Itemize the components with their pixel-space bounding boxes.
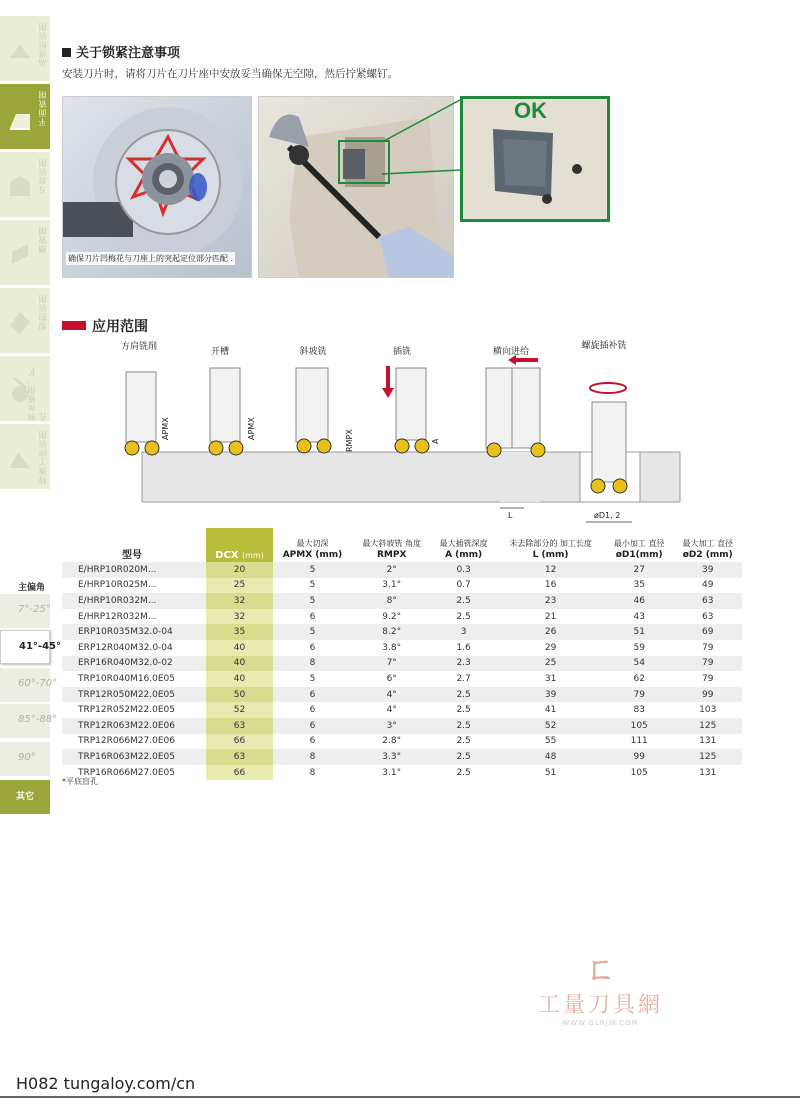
- col-rmpx: 最大斜坡铣 角度 RMPX: [362, 539, 421, 560]
- dim-apmx-2: APMX: [247, 417, 256, 440]
- table-cell: 52: [206, 702, 272, 718]
- table-row: [62, 624, 742, 640]
- watermark-url: WWW.GLRJW.COM: [562, 1019, 639, 1027]
- table-cell: 6°: [386, 673, 397, 684]
- dim-d: øD1, 2: [594, 511, 621, 520]
- table-cell: 63: [673, 593, 742, 609]
- table-cell: 103: [699, 705, 717, 716]
- table-cell: 6: [309, 736, 316, 747]
- col-a: 最大插铣深度 A (mm): [439, 539, 488, 560]
- op-traverse-label: 横向进给: [492, 347, 529, 357]
- table-cell: 0.7: [456, 580, 471, 591]
- table-cell: 111: [630, 736, 648, 747]
- shoulder-icon: [8, 170, 32, 200]
- table-cell: 8.2°: [352, 624, 431, 640]
- table-cell: 66: [206, 734, 272, 750]
- table-cell: 79: [702, 642, 714, 653]
- table-cell: 16: [544, 580, 557, 591]
- table-cell: 39: [496, 687, 605, 703]
- col-model: 型号: [122, 550, 142, 561]
- tab-other[interactable]: 其它: [0, 780, 50, 814]
- table-cell: ERP16R040M32.0-02: [62, 656, 206, 672]
- ok-label: OK: [514, 98, 547, 123]
- table-cell: E/HRP10R032M...: [62, 593, 206, 609]
- watermark: [538, 944, 663, 1027]
- table-cell: 25: [496, 656, 605, 672]
- table-cell: 5: [309, 580, 316, 591]
- table-cell: 2.5: [431, 749, 496, 765]
- table-cell: 46: [605, 593, 674, 609]
- table-cell: 21: [544, 611, 557, 622]
- table-row: [62, 578, 742, 594]
- table-cell: 79: [702, 673, 714, 684]
- table-cell: 5: [273, 593, 353, 609]
- table-cell: 9.2°: [382, 611, 402, 622]
- application-table: [62, 528, 742, 780]
- milling-icon: [8, 34, 32, 64]
- tab-chamfer[interactable]: 倒角铣削、扩孔: [0, 356, 50, 422]
- table-cell: 2.7: [456, 673, 471, 684]
- table-row: [62, 749, 742, 765]
- insert-caption: 确保刀片凹梅花与刀座上的突起定位部分匹配 .: [68, 254, 234, 263]
- table-cell: 105: [630, 767, 648, 778]
- table-cell: 66: [206, 765, 272, 781]
- table-cell: 35: [633, 580, 645, 591]
- table-cell: E/HRP10R025M...: [78, 580, 157, 591]
- table-cell: 3: [431, 624, 496, 640]
- tool-shoulder: [125, 372, 159, 455]
- table-cell: 51: [605, 624, 674, 640]
- table-row: [62, 609, 742, 625]
- table-row: [62, 702, 742, 718]
- table-row: [62, 656, 742, 672]
- table-cell: 63: [206, 749, 272, 765]
- table-cell: TRP12R066M27.0E06: [78, 736, 176, 747]
- table-cell: 131: [699, 767, 717, 778]
- table-row: [62, 734, 742, 750]
- face-milling-icon: [8, 102, 32, 132]
- tool-traverse: [486, 355, 545, 457]
- table-cell: 2.5: [431, 718, 496, 734]
- table-cell: 79: [605, 687, 674, 703]
- tool-plunge: [382, 366, 429, 453]
- footer-divider: [0, 1096, 800, 1098]
- table-cell: 40: [206, 656, 272, 672]
- watermark-text: 工量刀具網: [538, 993, 664, 1018]
- table-cell: 6: [273, 718, 353, 734]
- table-cell: 20: [206, 562, 272, 578]
- table-cell: E/HRP12R032M...: [78, 611, 157, 622]
- table-cell: 55: [544, 736, 557, 747]
- table-row: [62, 765, 742, 781]
- section-title-application: 应用范围: [62, 316, 148, 336]
- application-diagram: [120, 352, 700, 532]
- table-cell: 105: [605, 718, 674, 734]
- table-cell: 6: [309, 705, 316, 716]
- table-footnote: *平底盲孔: [62, 777, 98, 786]
- table-cell: 54: [605, 656, 674, 672]
- table-cell: 62: [633, 673, 645, 684]
- locking-instructions: 安装刀片时，请将刀片在刀片座中安放妥当确保无空隙，然后拧紧螺钉。: [62, 68, 398, 80]
- table-cell: 125: [673, 749, 742, 765]
- table-cell: 32: [206, 609, 272, 625]
- table-cell: 99: [605, 749, 674, 765]
- tab-special[interactable]: 特殊工序铣削: [0, 424, 50, 490]
- tab-pocket[interactable]: 型腔铣削: [0, 288, 50, 354]
- table-cell: 32: [206, 593, 272, 609]
- angle-tab-41-45[interactable]: 41°-45°: [0, 630, 50, 664]
- col-d1: 最小加工 直径 øD1(mm): [613, 539, 665, 560]
- table-cell: 79: [673, 656, 742, 672]
- table-cell: ERP10R035M32.0-04: [62, 624, 206, 640]
- section-title-locking: 关于锁紧注意事项: [62, 42, 180, 61]
- table-row: [62, 593, 742, 609]
- col-l: 未去除部分的 加工长度 L (mm): [509, 539, 592, 560]
- table-cell: 52: [496, 718, 605, 734]
- dim-l: L: [508, 511, 513, 520]
- page-number: H082: [16, 1074, 59, 1093]
- table-cell: TRP16R063M22.0E05: [62, 749, 206, 765]
- table-cell: TRP16R066M27.0E05: [78, 767, 176, 778]
- table-row: [62, 687, 742, 703]
- table-cell: 6: [273, 687, 353, 703]
- table-cell: 3.1°: [382, 580, 402, 591]
- table-cell: 1.6: [456, 642, 471, 653]
- table-cell: 2.5: [456, 767, 471, 778]
- angle-title: 主偏角: [18, 583, 46, 593]
- table-cell: 8: [273, 656, 353, 672]
- table-cell: TRP12R063M22.0E06: [62, 718, 206, 734]
- table-cell: 3.8°: [382, 642, 402, 653]
- table-cell: 29: [544, 642, 557, 653]
- table-cell: 0.3: [431, 562, 496, 578]
- table-cell: 31: [544, 673, 557, 684]
- angle-tab-85-88[interactable]: 85°-88°: [0, 704, 50, 738]
- table-row: [62, 671, 742, 687]
- tool-helical: [590, 383, 627, 493]
- col-apmx: 最大切深 APMX (mm): [282, 539, 343, 560]
- pocket-icon: [8, 306, 32, 336]
- table-cell: 2.5: [431, 687, 496, 703]
- table-row: [62, 562, 742, 578]
- table-cell: 2.5: [456, 736, 471, 747]
- table-cell: 6: [309, 611, 316, 622]
- table-cell: 23: [496, 593, 605, 609]
- table-cell: 40: [206, 640, 272, 656]
- table-cell: 125: [673, 718, 742, 734]
- table-cell: 4°: [386, 705, 397, 716]
- insert-pocket-illustration: [63, 97, 252, 278]
- table-cell: 6: [309, 642, 316, 653]
- table-cell: 26: [496, 624, 605, 640]
- special-icon: [8, 442, 32, 472]
- table-cell: 5: [309, 673, 316, 684]
- table-cell: 41: [544, 705, 557, 716]
- table-cell: 63: [702, 611, 714, 622]
- op-shoulder-label: 方肩铣削: [120, 342, 157, 352]
- col-d2: 最大加工 直径 øD2 (mm): [682, 539, 733, 560]
- table-cell: 2.5: [456, 705, 471, 716]
- table-cell: 43: [633, 611, 645, 622]
- page-footer: [16, 1074, 195, 1093]
- table-cell: 8°: [352, 593, 431, 609]
- dim-apmx-1: APMX: [161, 417, 170, 440]
- table-cell: TRP12R052M22.0E05: [78, 705, 176, 716]
- table-cell: 3°: [352, 718, 431, 734]
- table-cell: 131: [699, 736, 717, 747]
- op-slot-label: 开槽: [210, 347, 229, 357]
- op-helical-label: 螺旋插补铣: [581, 341, 627, 351]
- insert-pocket-image: [62, 96, 252, 278]
- table-cell: 35: [206, 624, 272, 640]
- tab-high-feed[interactable]: 高进给铣削: [0, 16, 50, 82]
- table-cell: 7°: [352, 656, 431, 672]
- watermark-logo: ㄈ: [585, 952, 616, 987]
- angle-tab-60-70[interactable]: 60°-70°: [0, 668, 50, 702]
- table-cell: 5: [273, 624, 353, 640]
- table-cell: 12: [496, 562, 605, 578]
- angle-tab-7-25[interactable]: 7°-25°: [0, 594, 50, 628]
- table-cell: 83: [633, 705, 645, 716]
- tool-slot: [209, 368, 243, 455]
- table-cell: 3.3°: [352, 749, 431, 765]
- table-cell: TRP10R040M16.0E05: [78, 673, 176, 684]
- table-cell: 99: [673, 687, 742, 703]
- table-cell: 8: [273, 749, 353, 765]
- site-link[interactable]: tungaloy.com/cn: [63, 1074, 196, 1093]
- dim-a: A: [431, 438, 440, 444]
- table-cell: E/HRP10R020M...: [62, 562, 206, 578]
- dim-rmpx: RMPX: [345, 429, 354, 452]
- table-cell: TRP12R050M22.0E05: [62, 687, 206, 703]
- angle-tab-90[interactable]: 90°: [0, 742, 50, 776]
- table-cell: 50: [206, 687, 272, 703]
- table-cell: 51: [544, 767, 557, 778]
- tool-ramp: [296, 368, 331, 453]
- sidebar: [0, 0, 61, 1120]
- tab-face-milling[interactable]: 平面铣削: [0, 84, 50, 150]
- table-cell: 40: [206, 671, 272, 687]
- table-cell: 69: [673, 624, 742, 640]
- table-row: [62, 718, 742, 734]
- table-cell: 25: [206, 578, 272, 594]
- tab-shoulder[interactable]: 方肩铣削: [0, 152, 50, 218]
- op-ramp-label: 斜坡铣: [299, 347, 327, 357]
- callout-lines: [380, 96, 464, 176]
- op-plunge-label: 插铣: [392, 347, 411, 357]
- table-cell: 59: [633, 642, 645, 653]
- table-cell: 8: [309, 767, 316, 778]
- table-cell: 63: [206, 718, 272, 734]
- table-cell: 4°: [352, 687, 431, 703]
- tab-slot[interactable]: 槽铣削: [0, 220, 50, 286]
- table-cell: 2°: [352, 562, 431, 578]
- table-cell: ERP12R040M32.0-04: [78, 642, 173, 653]
- table-cell: 2.5: [456, 611, 471, 622]
- table-cell: 48: [496, 749, 605, 765]
- table-cell: 5: [273, 562, 353, 578]
- table-cell: 39: [673, 562, 742, 578]
- table-cell: 3.1°: [382, 767, 402, 778]
- table-cell: 49: [702, 580, 714, 591]
- table-header: [62, 528, 742, 562]
- table-cell: 2.8°: [382, 736, 402, 747]
- col-dcx: DCX (mm): [206, 528, 272, 562]
- table-cell: 2.3: [431, 656, 496, 672]
- table-row: [62, 640, 742, 656]
- table-cell: 27: [605, 562, 674, 578]
- slot-icon: [8, 238, 32, 268]
- table-cell: 2.5: [431, 593, 496, 609]
